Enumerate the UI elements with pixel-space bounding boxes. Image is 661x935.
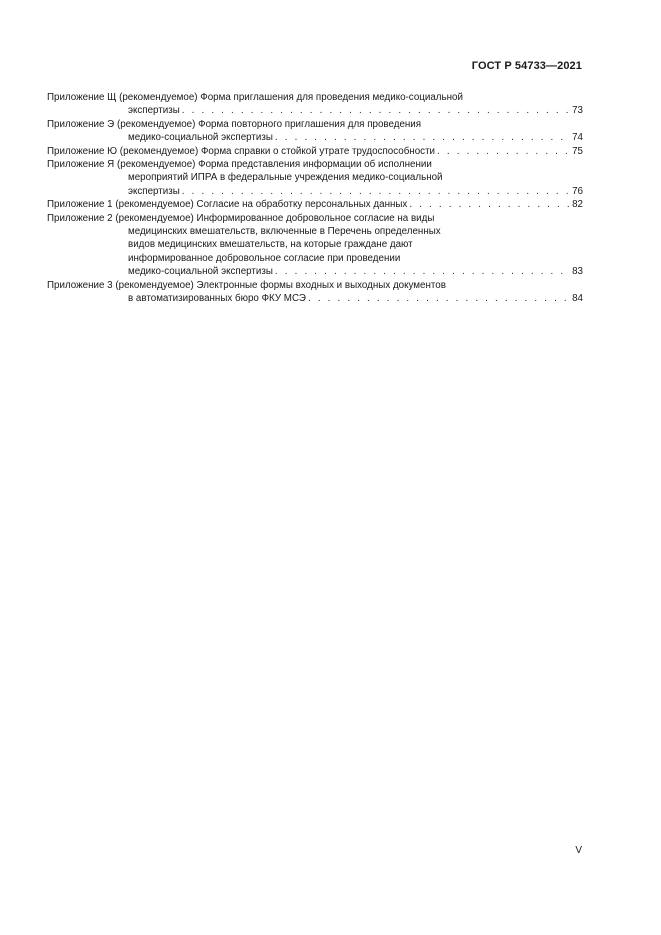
toc-page-number: 83 [572,266,583,278]
toc-entry-title-line: медико-социальной экспертизы [128,266,273,278]
toc-leader-dots [182,104,571,117]
toc-leader-dots [275,131,571,144]
toc-leader-dots [275,265,571,278]
toc-entry-title-line: Приложение 3 (рекомендуемое) Электронные формы входных и выходных документов [47,279,446,291]
toc-entry-appendix-3[interactable] [47,279,583,306]
toc-page-number: 76 [572,185,583,197]
toc-entry-title-line: экспертизы [128,105,180,117]
toc-page-number: 74 [572,132,583,144]
toc-page-number: 84 [572,293,583,305]
toc-entry-appendix-2[interactable] [47,212,583,279]
toc-entry-title-line: медико-социальной экспертизы [128,132,273,144]
toc-page-number: 73 [572,105,583,117]
toc-entry-title-line: Приложение 1 (рекомендуемое) Согласие на обработку персональных данных [47,199,408,211]
toc-entry-title-line: Приложение Я (рекомендуемое) Форма представления информации об исполнении [47,159,432,171]
toc-entry-appendix-ya[interactable] [47,158,583,198]
toc-entry-title-line: в автоматизированных бюро ФКУ МСЭ [128,293,306,305]
toc-leader-dots [437,145,571,158]
toc-entry-title-line: Приложение Щ (рекомендуемое) Форма приглашения для проведения медико-социальной [47,92,463,103]
toc-entry-appendix-shch[interactable] [47,91,583,118]
toc-entry-appendix-e[interactable] [47,118,583,145]
toc-leader-dots [308,292,571,305]
toc-entry-title-line: видов медицинских вмешательств, на которые граждане дают [128,239,413,251]
table-of-contents [47,91,583,306]
toc-entry-title-line: Приложение 2 (рекомендуемое) Информированное добровольное согласие на виды [47,212,435,224]
toc-page-number: 75 [572,145,583,157]
page-number: V [575,845,582,856]
toc-entry-title-line: мероприятий ИПРА в федеральные учреждения медико-социальной [128,172,443,184]
toc-entry-title-line: информированное добровольное согласие при проведении [128,252,401,264]
toc-page-number: 82 [572,199,583,211]
toc-entry-title-line: медицинских вмешательств, включенные в Перечень определенных [128,226,441,238]
toc-entry-appendix-1[interactable] [47,198,583,211]
toc-entry-title-line: экспертизы [128,185,180,197]
toc-leader-dots [409,198,571,211]
toc-leader-dots [182,185,571,198]
standard-number-header: ГОСТ Р 54733—2021 [471,60,582,72]
toc-entry-appendix-yu[interactable] [47,145,583,158]
toc-entry-title-line: Приложение Ю (рекомендуемое) Форма справки о стойкой утрате трудоспособности [47,145,436,157]
toc-entry-title-line: Приложение Э (рекомендуемое) Форма повторного приглашения для проведения [47,118,422,130]
